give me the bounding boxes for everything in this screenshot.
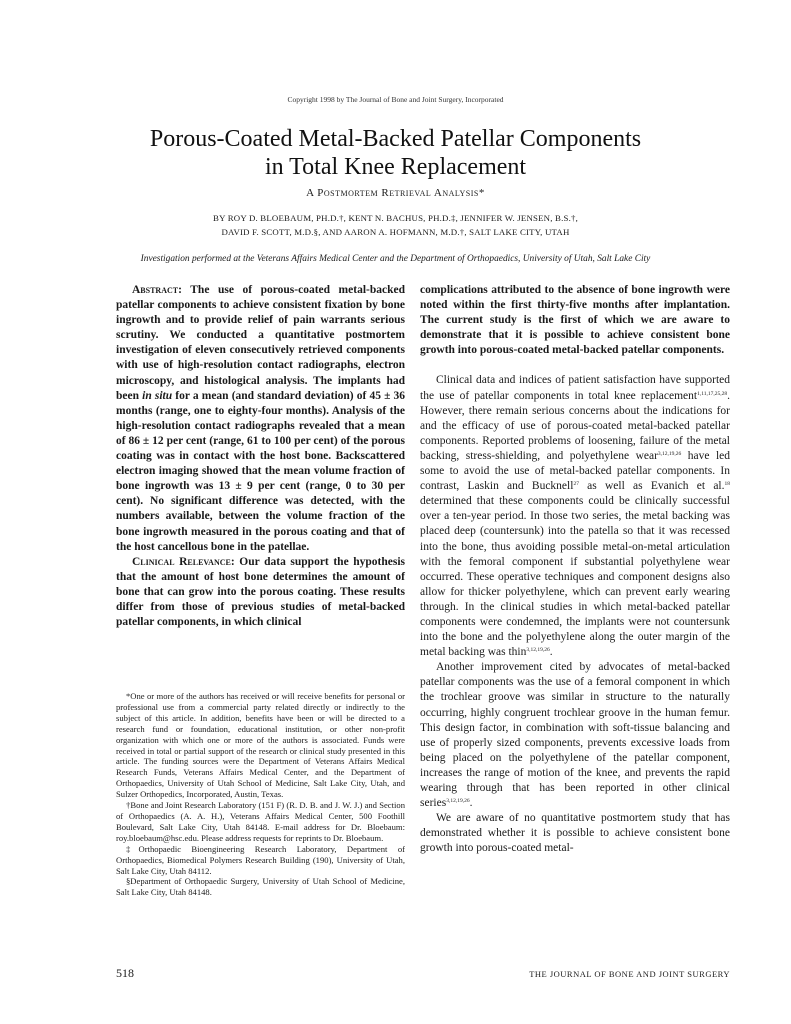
investigation-note: Investigation performed at the Veterans Affairs Medical Center and the Department of Orthopaedics, University of Utah, Salt Lake City (140, 254, 651, 264)
body-text: as well as Evanich et al. (578, 480, 725, 493)
reference-superscript: 18 (724, 481, 730, 488)
body-text: Another improvement cited by advocates of metal-backed patellar components was the use of a femoral component in which the trochlear groove was similar in structure to the naturally occurring, highly congruent trochlear groove in the human femur. This design factor, in combination with soft-tissue balancing and use of properly sized components, prevents excessive loads from being placed on the polyethylene of the patellar component, increases the range of motion of the knee, and prevents the rapid wearing through that has been reported in other clinical series (420, 661, 730, 810)
body-text: . However, there remain serious concerns about the indications for and the efficacy of use of porous-coated metal-backed patellar components. Reported problems of loosening, failure of the metal backing, stress-shielding, and polyethylene wear (420, 389, 730, 462)
footnote-affiliation-2: ‡Orthopaedic Bioengineering Research Laboratory, Department of Orthopaedics, Biomedical Polymers Research Building (190), University of Utah, Salt Lake City, Utah 84112. (116, 843, 405, 876)
body-paragraph-3: We are aware of no quantitative postmortem study that has demonstrated whether it is possible to achieve consistent bone growth into porous-coated metal- (420, 812, 730, 855)
abstract-column (116, 283, 405, 630)
footnote-funding: *One or more of the authors has received or will receive benefits for personal or professional use from a commercial party related directly or indirectly to the subject of this article. In addition, benefits have been or will be directed to a research fund or foundation, educational institution, or other non-profit organization with which one or more of the authors is associated. Funds were received in total or partial support of the research or clinical study presented in this article. The funding sources were the Department of Veterans Affairs Medical Research Funds, Veterans Affairs Medical Center, and the Department of Orthopaedics, University of Utah School of Medicine, Salt Lake City, Utah, and Sulzer Orthopedics, Incorporated, Austin, Texas. (116, 691, 405, 800)
abstract-text-cont: for a mean (and standard deviation) of 45 ± 36 months (range, one to eighty-four months). Analysis of the high-resolution contact radiographs revealed that a mean of 86 ± 12 per cent (range, 61 to 100 per cent) of the porous coating was in contact with the host bone. Backscattered electron imaging showed that the mean volume fraction of bone ingrowth was 13 ± 9 per cent (range, 0 to 30 per cent). No significant difference was detected, with the numbers available, between the volume fraction of the bone ingrowth measured in the porous coating and that of the host cancellous bone in the patellae. (116, 389, 406, 553)
page-number: 518 (116, 966, 134, 980)
article-subtitle: A Postmortem Retrieval Analysis* (306, 187, 485, 199)
body-paragraph-1 (420, 373, 730, 660)
author-list (0, 211, 791, 239)
footnote-affiliation-1: †Bone and Joint Research Laboratory (151 F) (R. D. B. and J. W. J.) and Section of Orthopaedics (A. A. H.), Veterans Affairs Medical Center, 500 Foothill Boulevard, Salt Lake City, Utah 84148. E-mail address for Dr. Bloebaum: roy.bloebaum@hsc.edu. Please address requests for reprints to Dr. Bloebaum. (116, 800, 405, 843)
article-title (0, 125, 791, 181)
reference-superscript: 1,11,17,25,28 (697, 390, 728, 397)
article-title-line1: Porous-Coated Metal-Backed Patellar Components (149, 126, 642, 152)
footnote-affiliation-3: §Department of Orthopaedic Surgery, University of Utah School of Medicine, Salt Lake City, Utah 84148. (116, 876, 405, 898)
abstract-in-situ: in situ (142, 389, 173, 402)
reference-superscript: 3,12,19,26 (446, 798, 470, 805)
body-text: . (549, 646, 553, 659)
body-text: have led some to avoid the use of metal-backed patellar components. In contrast, Laskin and Bucknell (420, 449, 730, 493)
footnotes (116, 691, 405, 898)
body-text: Clinical data and indices of patient satisfaction have supported the use of patellar components in total knee replacement (420, 374, 730, 402)
clinical-relevance-text: Our data support the hypothesis that the amount of host bone determines the amount of bone that can grow into the porous coating. These results differ from those of previous studies of metal-backed patellar components, in which clinical (116, 555, 406, 629)
abstract-continued: complications attributed to the absence of bone ingrowth were noted within the first thirty-five months after implantation. The current study is the first of which we are aware to demonstrate that it is possible to achieve consistent bone growth into porous-coated metal-backed patellar components. (420, 284, 730, 357)
body-text: determined that these components could be clinically successful over a ten-year period. In those two series, the metal backing was placed deep (countersunk) into the patella so that it was recessed into the bone, thus avoiding possible metal-on-metal articulation with the femoral component if substantial polyethylene wear occurred. These operative techniques and component designs also allow for thicker polyethylene, which can prevent early wearing through. In the clinical studies in which metal-backed patellar components were condemned, the implants were not countersunk into the bone and the polyethylene along the outer margin of the metal backing was thin (420, 495, 730, 659)
author-line1: BY ROY D. BLOEBAUM, PH.D.†, KENT N. BACHUS, PH.D.‡, JENNIFER W. JENSEN, B.S.†, (213, 213, 578, 223)
copyright-line: Copyright 1998 by The Journal of Bone and Joint Surgery, Incorporated (287, 95, 504, 104)
journal-name: THE JOURNAL OF BONE AND JOINT SURGERY (529, 969, 730, 979)
author-line2: DAVID F. SCOTT, M.D.§, AND AARON A. HOFMANN, M.D.†, SALT LAKE CITY, UTAH (221, 227, 570, 237)
abstract-paragraph (116, 283, 405, 555)
clinical-relevance-paragraph (116, 555, 405, 630)
reference-superscript: 3,12,19,26 (657, 450, 682, 457)
article-title-line2: in Total Knee Replacement (264, 154, 527, 180)
body-column (420, 283, 730, 856)
reference-superscript: 3,12,19,26 (526, 647, 550, 654)
reference-superscript: 27 (573, 481, 579, 488)
abstract-label: Abstract: (132, 284, 182, 296)
clinical-relevance-label: Clinical Relevance: (132, 555, 235, 568)
body-text: . (469, 797, 473, 810)
abstract-text: The use of porous-coated metal-backed patellar components to achieve consistent fixation by bone ingrowth and to provide relief of pain warrants serious scrutiny. We conducted a quantitative postmortem investigation of eleven consecutively retrieved components with use of high-resolution contact radiographs, electron microscopy, and histological analysis. The implants had been (116, 284, 405, 402)
body-paragraph-2 (420, 660, 730, 811)
